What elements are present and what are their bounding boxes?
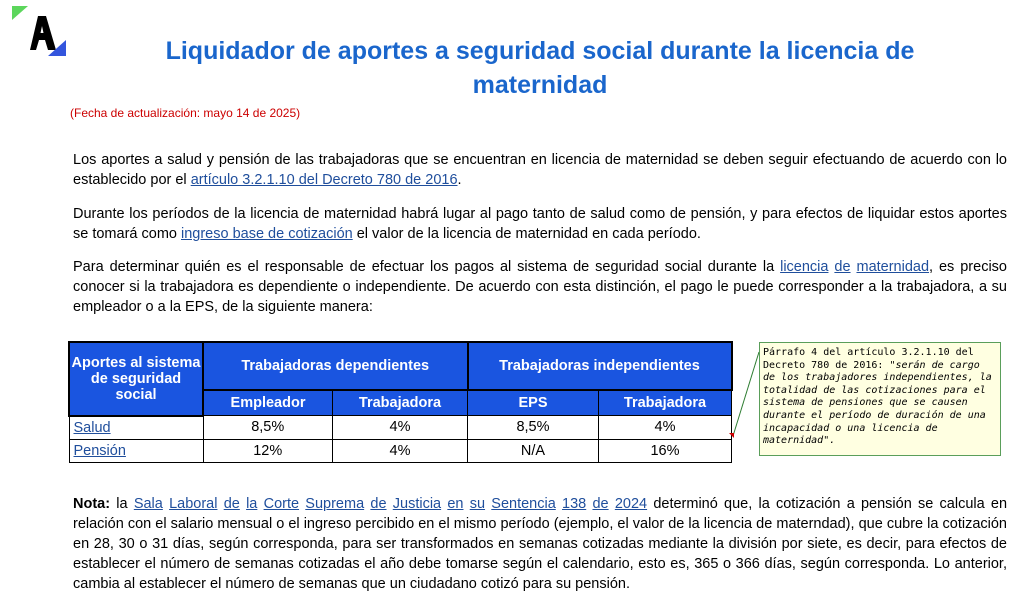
- note-link-2[interactable]: de: [223, 496, 240, 512]
- note-link-13[interactable]: 2024: [614, 496, 648, 512]
- ibc-link[interactable]: ingreso base de cotización: [181, 226, 353, 242]
- comment-quote: "serán de cargo de los trabajadores independientes, la totalidad de las cotizaciones para el sistema de pensiones que se causen durante el período de duración de una incapacidad o una licencia de maternidad".: [763, 359, 992, 447]
- note-link-5[interactable]: Suprema: [305, 496, 365, 512]
- note-t2: determinó que, la cotización a pensión se calcula en relación con el salario mensual o el ingreso percibido en el mismo período (ejemplo, el valor de la licencia de materndad), que cubre la cotización en 28, 30 o 31 días, según corresponda, para ser transformados en semanas cotizadas mediante la división por siete, es decir, para efectos de establecer el número de semanas cotizadas el año debe tomarse según el calendario, esto es, 365 o 366 días, según corresponda. Lo anterior, cambia al establecer el número de semanas que un ciudadano cotizó para su pensión.: [73, 496, 1008, 592]
- sentencia-links: [134, 496, 647, 512]
- paragraph-aportes: [73, 150, 1007, 190]
- note-link-7[interactable]: Justicia: [392, 496, 442, 512]
- cell-pension-empleador: 12%: [203, 439, 333, 462]
- p2-end: el valor de la licencia de maternidad en cada período.: [352, 226, 701, 242]
- table-row-pension: [69, 439, 732, 462]
- actualicese-logo: [12, 6, 68, 62]
- sub-empleador: Empleador: [203, 390, 333, 416]
- update-date: (Fecha de actualización: mayo 14 de 2025): [70, 106, 301, 120]
- note-link-1[interactable]: Laboral: [169, 496, 218, 512]
- corner-header: Aportes al sistema de seguridad social: [69, 342, 203, 416]
- table-row-salud: [69, 416, 732, 440]
- p1-text: Los aportes a salud y pensión de las trabajadoras que se encuentran en licencia de maternidad se deben seguir efectuando de acuerdo con lo establecido por el: [73, 152, 1007, 188]
- salud-link[interactable]: Salud: [73, 419, 111, 436]
- note-link-6[interactable]: de: [370, 496, 387, 512]
- note-link-9[interactable]: su: [469, 496, 486, 512]
- p1-end: .: [457, 172, 462, 188]
- cell-pension-independiente: 16%: [599, 439, 732, 462]
- sub-trabajadora-ind: Trabajadora: [599, 390, 732, 416]
- comment-note: [759, 342, 1001, 456]
- decreto-link[interactable]: artículo 3.2.1.10 del Decreto 780 de 2016: [190, 172, 458, 188]
- note-link-12[interactable]: de: [592, 496, 609, 512]
- comment-indicator-icon: [729, 433, 734, 438]
- comment-lead: Párrafo 4 del artículo 3.2.1.10 del Decreto 780 de 2016:: [763, 347, 974, 371]
- maternidad-link[interactable]: maternidad: [856, 259, 930, 275]
- aportes-table: [68, 341, 733, 463]
- sub-eps: EPS: [468, 390, 599, 416]
- note-paragraph: [73, 494, 1007, 594]
- note-link-10[interactable]: Sentencia: [491, 496, 556, 512]
- note-t1: la: [110, 496, 134, 512]
- table-header-row: [69, 342, 732, 390]
- cell-salud-empleador: 8,5%: [203, 416, 333, 440]
- note-link-8[interactable]: en: [447, 496, 464, 512]
- comment-connector: [731, 350, 761, 440]
- group-dependientes: Trabajadoras dependientes: [203, 342, 468, 390]
- p2-text: Durante los períodos de la licencia de maternidad habrá lugar al pago tanto de salud como de pensión, y para efectos de liquidar estos aportes se tomará como: [73, 206, 1007, 242]
- sub-trabajadora-dep: Trabajadora: [333, 390, 468, 416]
- note-link-0[interactable]: Sala: [133, 496, 163, 512]
- cell-pension-trabajadora: 4%: [333, 439, 468, 462]
- pension-link[interactable]: Pensión: [73, 442, 126, 459]
- cell-salud-eps: 8,5%: [468, 416, 599, 440]
- group-independientes: Trabajadoras independientes: [468, 342, 732, 390]
- note-label: Nota:: [73, 496, 111, 512]
- cell-pension-eps: N/A: [468, 439, 599, 462]
- note-link-3[interactable]: la: [246, 496, 258, 512]
- note-link-4[interactable]: Corte: [263, 496, 300, 512]
- licencia-link[interactable]: licencia: [780, 259, 829, 275]
- cell-salud-independiente: 4%: [599, 416, 732, 440]
- p3-text: Para determinar quién es el responsable de efectuar los pagos al sistema de seguridad social durante la: [73, 259, 781, 275]
- de-link[interactable]: de: [834, 259, 851, 275]
- page-title: Liquidador de aportes a seguridad social durante la licencia de maternidad: [165, 37, 915, 99]
- paragraph-periodos: [73, 204, 1007, 244]
- p3-end: , es preciso conocer si la trabajadora es dependiente o independiente. De acuerdo con esta distinción, el pago le puede corresponder a la trabajadora, a su empleador o a la EPS, de la siguiente manera:: [73, 259, 1007, 315]
- note-link-11[interactable]: 138: [562, 496, 587, 512]
- row-label-cell: [69, 416, 203, 440]
- row-label-cell: [69, 439, 203, 462]
- paragraph-responsable: [73, 257, 1007, 317]
- cell-salud-trabajadora: 4%: [333, 416, 468, 440]
